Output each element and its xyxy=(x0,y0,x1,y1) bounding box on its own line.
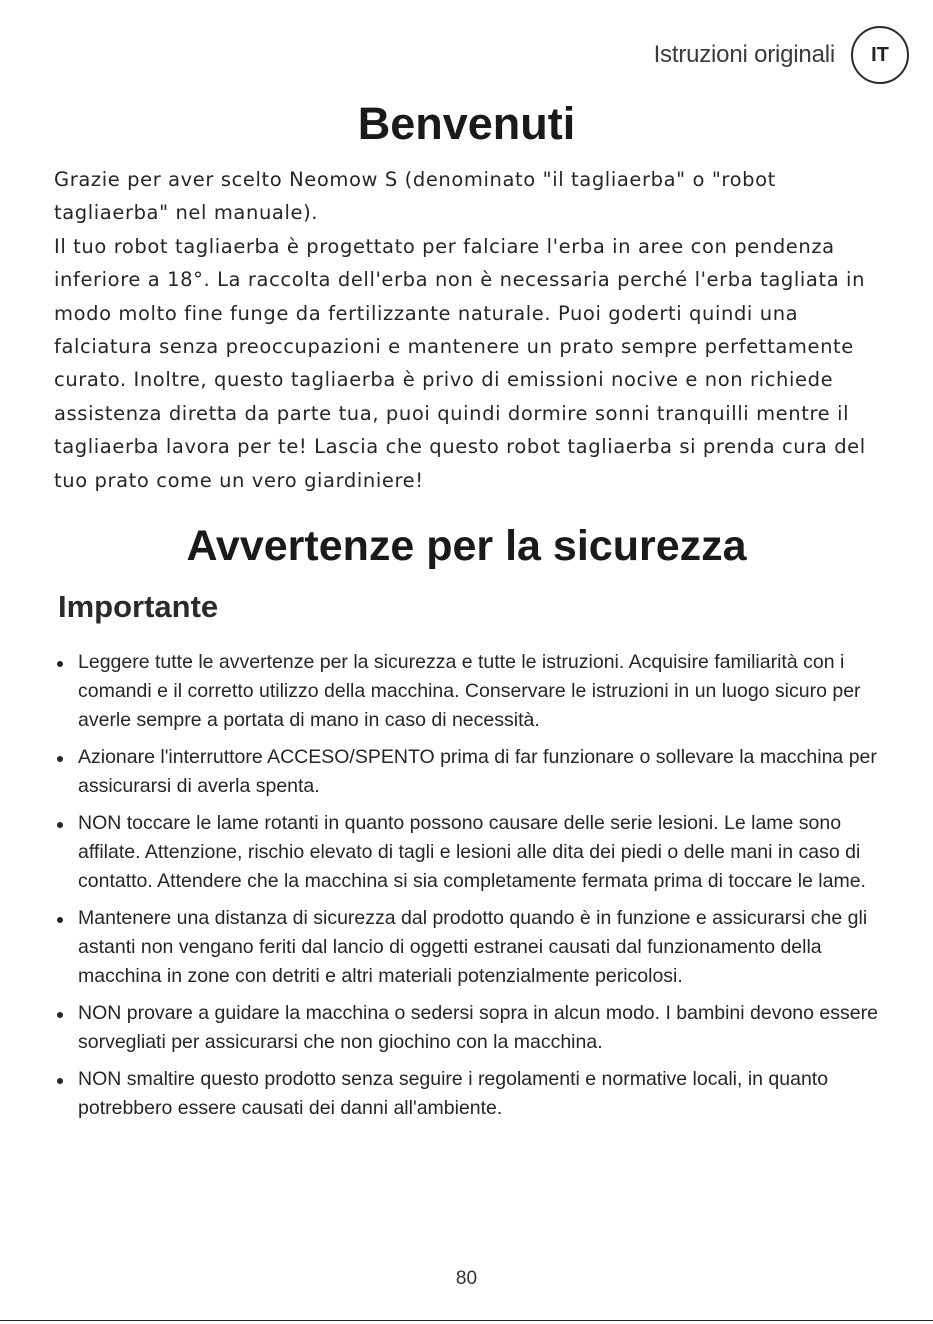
safety-title: Avvertenze per la sicurezza xyxy=(186,522,747,570)
safety-item-text: Azionare l'interruttore ACCESO/SPENTO prima di far funzionare o sollevare la macchina per assicurarsi di averla spenta. xyxy=(78,746,877,797)
safety-item-text: NON provare a guidare la macchina o sedersi sopra in alcun modo. I bambini devono essere sorvegliati per assicurarsi che non giochino con la macchina. xyxy=(78,1002,878,1053)
safety-item xyxy=(54,809,879,896)
safety-item-text: NON toccare le lame rotanti in quanto possono causare delle serie lesioni. Le lame sono affilate. Attenzione, rischio elevato di tagli e lesioni alle dita dei piedi o delle mani in caso di contatto. Attendere che la macchina si sia completamente fermata prima di toccare le lame. xyxy=(78,812,866,892)
welcome-intro xyxy=(54,163,884,497)
safety-item-text: Mantenere una distanza di sicurezza dal prodotto quando è in funzione e assicurarsi che gli astanti non vengano feriti dal lancio di oggetti estranei causati dal funzionamento della macchina in zone con detriti e altri materiali potenzialmente pericolosi. xyxy=(78,907,868,987)
safety-item xyxy=(54,1065,879,1123)
safety-subtitle: Importante xyxy=(58,589,219,624)
language-badge: IT xyxy=(851,26,909,84)
intro-paragraph: Grazie per aver scelto Neomow S (denominato "il tagliaerba" o "robot tagliaerba" nel manuale). xyxy=(54,168,776,225)
bullet-icon xyxy=(57,1012,63,1018)
bullet-icon xyxy=(57,661,63,667)
safety-item xyxy=(54,648,879,735)
page-header xyxy=(654,26,909,84)
header-label: Istruzioni originali xyxy=(653,41,835,68)
page-number: 80 xyxy=(455,1268,478,1289)
intro-paragraph: Il tuo robot tagliaerba è progettato per falciare l'erba in aree con pendenza inferiore a 18°. La raccolta dell'erba non è necessaria perché l'erba tagliata in modo molto fine funge da fertilizzante naturale. Puoi goderti quindi una falciatura senza preoccupazioni e mantenere un prato sempre perfettamente curato. Inoltre, questo tagliaerba è privo di emissioni nocive e non richiede assistenza diretta da parte tua, puoi quindi dormire sonni tranquilli mentre il tagliaerba lavora per te! Lascia che questo robot tagliaerba si prenda cura del tuo prato come un vero giardiniere! xyxy=(54,234,866,492)
bullet-icon xyxy=(57,917,63,923)
safety-item xyxy=(54,999,879,1057)
safety-item xyxy=(54,743,879,801)
bullet-icon xyxy=(57,822,63,828)
safety-list xyxy=(54,648,879,1131)
safety-item xyxy=(54,904,879,991)
safety-item-text: Leggere tutte le avvertenze per la sicurezza e tutte le istruzioni. Acquisire familiarità con i comandi e il corretto utilizzo della macchina. Conservare le istruzioni in un luogo sicuro per averle sempre a portata di mano in caso di necessità. xyxy=(78,651,861,731)
bullet-icon xyxy=(57,756,63,762)
welcome-title: Benvenuti xyxy=(357,98,576,149)
bullet-icon xyxy=(57,1078,63,1084)
safety-item-text: NON smaltire questo prodotto senza seguire i regolamenti e normative locali, in quanto potrebbero essere causati dei danni all'ambiente. xyxy=(78,1068,829,1119)
bottom-divider xyxy=(0,1320,933,1321)
